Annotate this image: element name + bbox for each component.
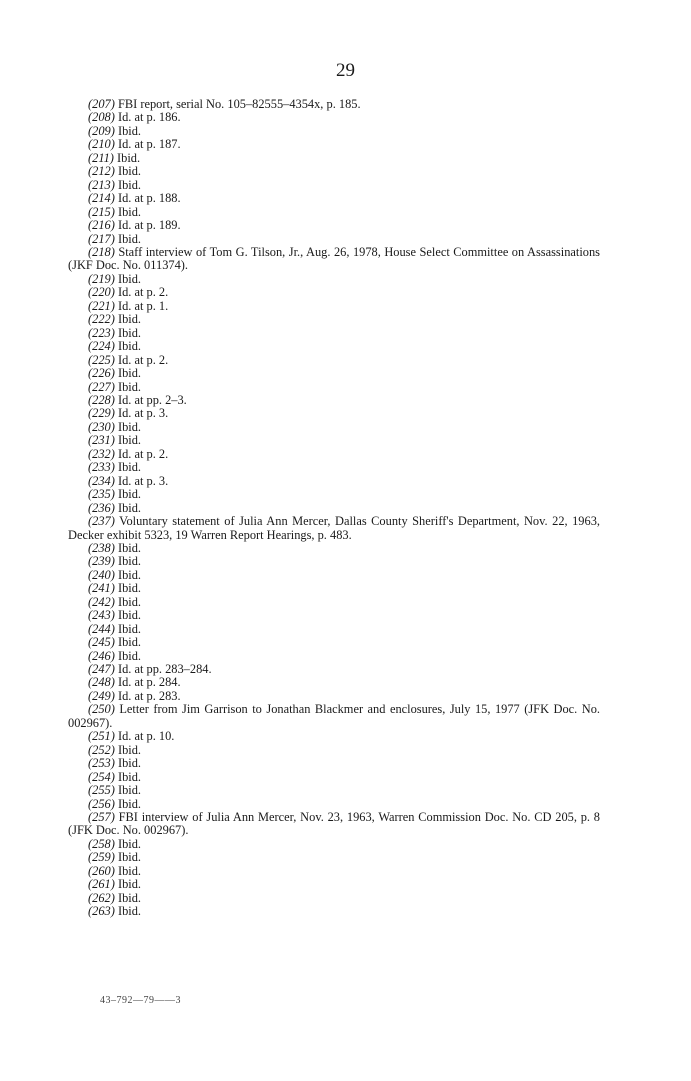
endnote-text: Id. at p. 3. — [117, 473, 169, 488]
endnote-number: (243) — [88, 608, 115, 623]
endnote — [68, 367, 600, 380]
endnote-text: Id. at p. 10. — [117, 729, 175, 744]
endnote — [68, 354, 600, 367]
endnote-number: (260) — [88, 863, 115, 878]
endnote-text: Id. at p. 2. — [117, 446, 169, 461]
endnote — [68, 609, 600, 622]
endnote-number: (220) — [88, 285, 115, 300]
endnote-text: Ibid. — [117, 769, 142, 784]
endnote-text: Ibid. — [117, 150, 141, 165]
endnote-number: (229) — [88, 406, 115, 421]
endnote — [68, 582, 600, 595]
endnote-text: Ibid. — [117, 890, 142, 905]
endnote-number: (221) — [88, 298, 115, 313]
endnote-number: (222) — [88, 312, 115, 327]
endnote — [68, 313, 600, 326]
endnote — [68, 878, 600, 891]
endnote-text: Ibid. — [117, 204, 142, 219]
endnotes-list — [68, 98, 600, 919]
endnote-text: Ibid. — [117, 500, 142, 515]
endnote — [68, 865, 600, 878]
endnote — [68, 784, 600, 797]
endnote-text: Ibid. — [117, 877, 142, 892]
endnote-text: Ibid. — [117, 164, 142, 179]
endnote-text: Ibid. — [117, 554, 142, 569]
endnote-number: (215) — [88, 204, 115, 219]
endnote — [68, 569, 600, 582]
endnote — [68, 892, 600, 905]
endnote — [68, 676, 600, 689]
endnote — [68, 206, 600, 219]
endnote — [68, 515, 600, 542]
endnote-text: Id. at p. 189. — [117, 218, 181, 233]
endnote-text: Id. at p. 187. — [117, 137, 181, 152]
endnote-number: (256) — [88, 796, 115, 811]
endnote-text: Id. at p. 188. — [117, 191, 181, 206]
endnote — [68, 138, 600, 151]
endnote-number: (245) — [88, 635, 115, 650]
endnote — [68, 381, 600, 394]
endnote-text: Id. at p. 283. — [117, 688, 181, 703]
endnote-text: Ibid. — [117, 904, 142, 919]
endnote — [68, 905, 600, 918]
endnote-text: FBI report, serial No. 105–82555–4354x, p. 185. — [117, 97, 361, 111]
endnote — [68, 488, 600, 501]
endnote-number: (248) — [88, 675, 115, 690]
endnote-text: Ibid. — [117, 742, 142, 757]
endnote-text: Id. at p. 1. — [117, 298, 169, 313]
endnote-text: Id. at p. 186. — [117, 110, 181, 125]
endnote-number: (232) — [88, 446, 115, 461]
endnote-number: (237) — [88, 514, 115, 529]
endnote-number: (211) — [88, 150, 114, 165]
endnote — [68, 811, 600, 838]
endnote-number: (216) — [88, 218, 115, 233]
endnote — [68, 273, 600, 286]
endnote-number: (247) — [88, 662, 115, 677]
endnote-number: (262) — [88, 890, 115, 905]
endnote-number: (226) — [88, 366, 115, 381]
endnote-text: Ibid. — [117, 366, 142, 381]
endnote-text: Ibid. — [117, 621, 142, 636]
endnote-text: Ibid. — [117, 850, 142, 865]
endnote-text: Id. at pp. 283–284. — [117, 662, 212, 677]
endnote — [68, 461, 600, 474]
endnote-text: Ibid. — [117, 123, 142, 138]
endnote-number: (212) — [88, 164, 115, 179]
endnote — [68, 771, 600, 784]
endnote-text: Id. at pp. 2–3. — [117, 392, 187, 407]
endnote-number: (254) — [88, 769, 115, 784]
endnote — [68, 286, 600, 299]
endnote — [68, 179, 600, 192]
endnote — [68, 165, 600, 178]
endnote-text: Ibid. — [117, 783, 142, 798]
endnote-text: Ibid. — [117, 567, 142, 582]
endnote-number: (213) — [88, 177, 115, 192]
endnote — [68, 502, 600, 515]
endnote-number: (210) — [88, 137, 115, 152]
endnote — [68, 730, 600, 743]
endnote-number: (230) — [88, 419, 115, 434]
endnote — [68, 152, 600, 165]
endnote-number: (244) — [88, 621, 115, 636]
endnote — [68, 555, 600, 568]
endnote-number: (250) — [88, 702, 115, 717]
endnote-number: (240) — [88, 567, 115, 582]
endnote-number: (227) — [88, 379, 115, 394]
endnote-text: Ibid. — [117, 863, 142, 878]
endnote-number: (242) — [88, 594, 115, 609]
endnote-text: Letter from Jim Garrison to Jonathan Blackmer and enclosures, July 15, 1977 (JFK Doc. No. 002967). — [68, 702, 600, 730]
endnote — [68, 757, 600, 770]
endnote-number: (261) — [88, 877, 115, 892]
endnote-text: Ibid. — [117, 487, 142, 502]
endnote-text: Ibid. — [117, 379, 142, 394]
endnote-text: Id. at p. 2. — [117, 352, 169, 367]
endnote-text: Id. at p. 284. — [117, 675, 181, 690]
endnote-text: Staff interview of Tom G. Tilson, Jr., Aug. 26, 1978, House Select Committee on Assassinations (JKF Doc. No. 011374). — [68, 244, 600, 273]
endnote-number: (208) — [88, 110, 115, 125]
endnote-number: (233) — [88, 460, 115, 475]
endnote-number: (218) — [88, 244, 115, 259]
endnote-text: Ibid. — [117, 635, 142, 650]
endnote-number: (249) — [88, 688, 115, 703]
endnote-text: Ibid. — [117, 177, 142, 192]
endnote-number: (252) — [88, 742, 115, 757]
endnote — [68, 448, 600, 461]
endnote-number: (207) — [88, 97, 115, 111]
endnote — [68, 327, 600, 340]
endnote-number: (224) — [88, 339, 115, 354]
endnote-text: Id. at p. 3. — [117, 406, 169, 421]
endnote — [68, 596, 600, 609]
endnote-number: (217) — [88, 231, 115, 246]
endnote-text: Voluntary statement of Julia Ann Mercer, Dallas County Sheriff's Department, Nov. 22, 1963, Decker exhibit 5323, 19 Warren Report Hearings, p. 483. — [68, 514, 600, 542]
endnote — [68, 233, 600, 246]
endnote — [68, 407, 600, 420]
endnote — [68, 703, 600, 730]
endnote — [68, 798, 600, 811]
endnote — [68, 744, 600, 757]
endnote — [68, 542, 600, 555]
endnote — [68, 650, 600, 663]
endnote-number: (219) — [88, 271, 115, 286]
endnote-text: Ibid. — [117, 581, 142, 596]
endnote-number: (241) — [88, 581, 115, 596]
endnote — [68, 98, 600, 111]
endnote-number: (257) — [88, 810, 115, 825]
endnote-number: (253) — [88, 756, 115, 771]
endnote-text: Id. at p. 2. — [117, 285, 169, 300]
endnote-text: Ibid. — [117, 271, 142, 286]
endnote-text: Ibid. — [117, 433, 142, 448]
endnote-text: Ibid. — [117, 419, 142, 434]
endnote-text: Ibid. — [117, 594, 142, 609]
endnote-number: (209) — [88, 123, 115, 138]
endnote-number: (234) — [88, 473, 115, 488]
endnote — [68, 475, 600, 488]
endnote — [68, 838, 600, 851]
endnote — [68, 623, 600, 636]
endnote — [68, 300, 600, 313]
endnote — [68, 663, 600, 676]
endnote-number: (251) — [88, 729, 115, 744]
endnote-text: Ibid. — [117, 339, 142, 354]
endnote-number: (239) — [88, 554, 115, 569]
endnote — [68, 851, 600, 864]
endnote-number: (263) — [88, 904, 115, 919]
endnote-text: Ibid. — [117, 648, 142, 663]
endnote-number: (223) — [88, 325, 115, 340]
endnote-text: Ibid. — [117, 836, 142, 851]
endnote-text: FBI interview of Julia Ann Mercer, Nov. 23, 1963, Warren Commission Doc. No. CD 205, p. 8 (JFK Doc. No. 002967). — [68, 810, 600, 838]
endnote — [68, 394, 600, 407]
endnote-text: Ibid. — [117, 796, 142, 811]
endnote — [68, 125, 600, 138]
endnote-number: (214) — [88, 191, 115, 206]
endnote — [68, 434, 600, 447]
endnote-text: Ibid. — [117, 756, 142, 771]
endnote-number: (231) — [88, 433, 115, 448]
endnote-number: (236) — [88, 500, 115, 515]
page-number: 29 — [336, 60, 355, 81]
endnote-number: (238) — [88, 540, 115, 555]
endnote-number: (225) — [88, 352, 115, 367]
endnote — [68, 219, 600, 232]
endnote — [68, 690, 600, 703]
endnote-text: Ibid. — [117, 325, 142, 340]
endnote — [68, 192, 600, 205]
endnote-number: (259) — [88, 850, 115, 865]
endnote — [68, 421, 600, 434]
endnote-number: (246) — [88, 648, 115, 663]
endnote-text: Ibid. — [117, 231, 142, 246]
endnote-number: (258) — [88, 836, 115, 851]
endnote — [68, 246, 600, 273]
endnote-number: (255) — [88, 783, 115, 798]
endnote-text: Ibid. — [117, 608, 142, 623]
endnote-number: (228) — [88, 392, 115, 407]
endnote-text: Ibid. — [117, 460, 142, 475]
endnote — [68, 111, 600, 124]
endnote-text: Ibid. — [117, 540, 142, 555]
endnote-text: Ibid. — [117, 312, 142, 327]
endnote — [68, 340, 600, 353]
endnote-number: (235) — [88, 487, 115, 502]
print-code: 43–792—79——3 — [100, 995, 181, 1006]
endnote — [68, 636, 600, 649]
